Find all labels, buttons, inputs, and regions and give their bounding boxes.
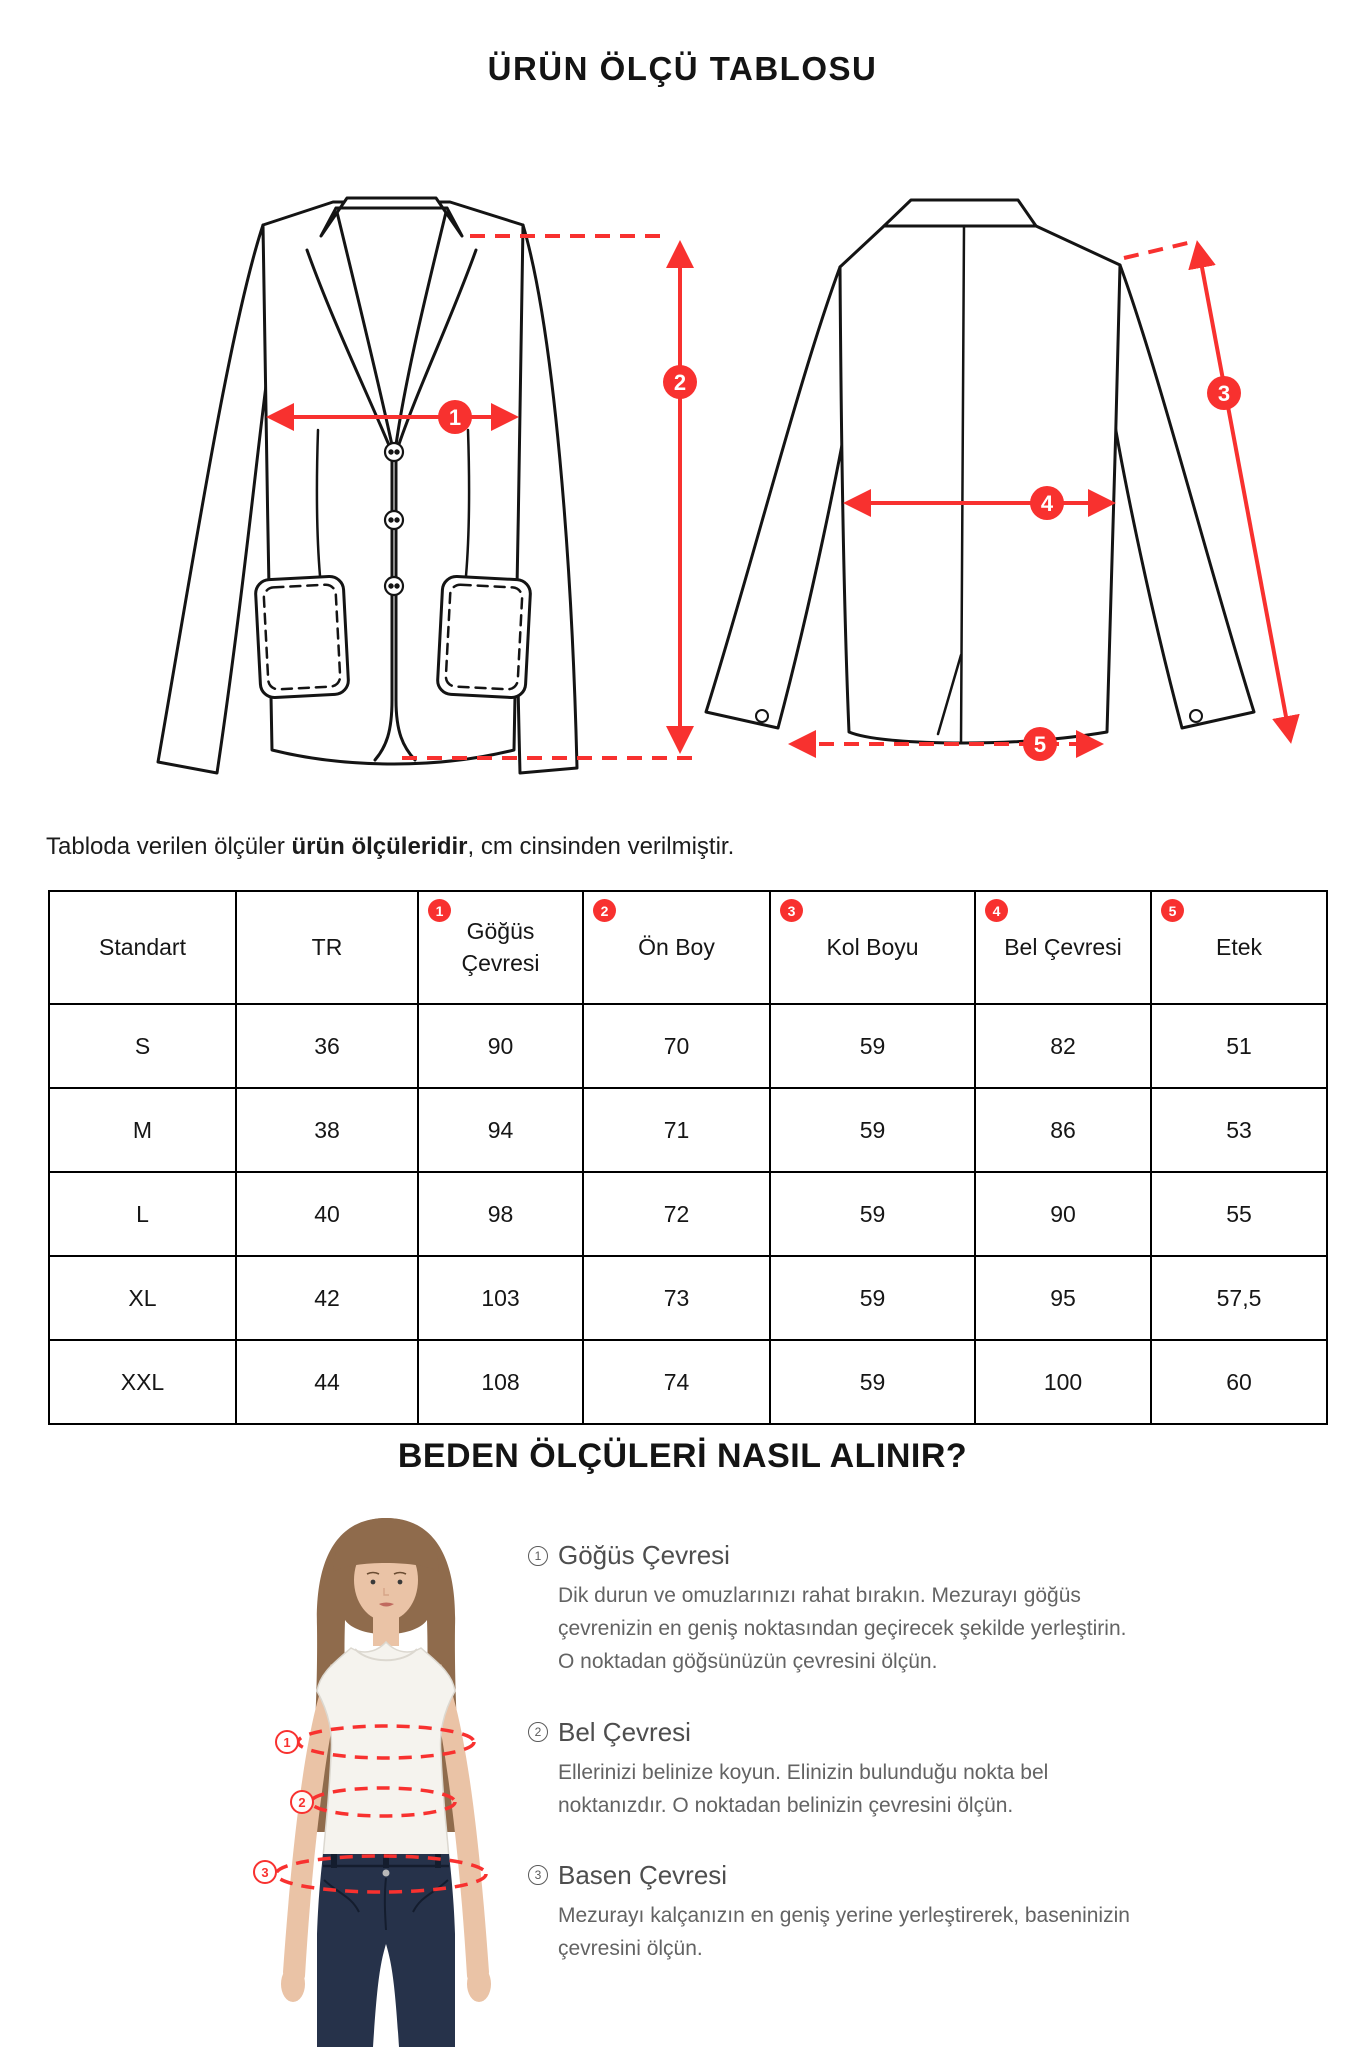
measurement-cell: 40 [236, 1172, 418, 1256]
instruction-heading [528, 1860, 1153, 1891]
note-bold: ürün ölçüleridir [291, 833, 468, 860]
measurement-cell: 90 [418, 1004, 583, 1088]
instruction-text: Mezurayı kalçanızın en geniş yerine yerleştirerek, baseninizin çevresini ölçün. [558, 1903, 1130, 1961]
measurement-cell: 82 [975, 1004, 1151, 1088]
measurement-cell: 38 [236, 1088, 418, 1172]
measure-leader-sleeve [1124, 242, 1192, 258]
measurement-cell: 94 [418, 1088, 583, 1172]
column-marker-badge: 4 [985, 899, 1008, 922]
column-label: Göğüs Çevresi [461, 918, 540, 976]
column-header [583, 891, 770, 1004]
instruction-block [528, 1860, 1153, 1965]
size-label-cell: XL [49, 1256, 236, 1340]
measurement-cell: 42 [236, 1256, 418, 1340]
instruction-block [528, 1717, 1153, 1822]
table-row [49, 1172, 1327, 1256]
column-label: Kol Boyu [826, 933, 919, 960]
jacket-front-drawing [158, 198, 577, 773]
column-marker-badge: 2 [593, 899, 616, 922]
measurement-cell: 90 [975, 1172, 1151, 1256]
instruction-heading [528, 1717, 1153, 1748]
column-header [236, 891, 418, 1004]
column-marker-badge: 1 [428, 899, 451, 922]
instruction-title: Bel Çevresi [558, 1716, 691, 1747]
size-table-head [49, 891, 1327, 1004]
size-table-body [49, 1004, 1327, 1424]
page-title: ÜRÜN ÖLÇÜ TABLOSU [487, 50, 878, 87]
measurement-cell: 73 [583, 1256, 770, 1340]
instruction-number-badge: 3 [528, 1865, 548, 1885]
measurement-cell: 95 [975, 1256, 1151, 1340]
jacket-back-drawing [706, 200, 1254, 743]
measurement-cell: 59 [770, 1088, 975, 1172]
column-label: Standart [99, 933, 186, 960]
column-label: Ön Boy [638, 933, 715, 960]
instruction-heading [528, 1540, 1153, 1571]
marker-2: 2 [673, 370, 687, 395]
figure-tank-top [317, 1642, 455, 1858]
measurement-cell: 59 [770, 1172, 975, 1256]
size-label-cell: M [49, 1088, 236, 1172]
marker-3: 3 [1217, 381, 1231, 406]
table-header-row [49, 891, 1327, 1004]
marker-1: 1 [448, 405, 462, 430]
measurement-cell: 98 [418, 1172, 583, 1256]
how-to-title: BEDEN ÖLÇÜLERİ NASIL ALINIR? [397, 1437, 968, 1475]
column-label: Etek [1215, 933, 1263, 960]
measurement-instructions [528, 1540, 1153, 2003]
table-row [49, 1340, 1327, 1424]
column-marker-badge: 3 [780, 899, 803, 922]
measurement-cell: 100 [975, 1340, 1151, 1424]
measurement-cell: 70 [583, 1004, 770, 1088]
marker-5: 5 [1033, 732, 1047, 757]
size-label-cell: XXL [49, 1340, 236, 1424]
instruction-title: Basen Çevresi [558, 1859, 728, 1890]
figure-marker-2: 2 [298, 1795, 306, 1810]
measurement-cell: 86 [975, 1088, 1151, 1172]
instruction-text: Ellerinizi belinize koyun. Elinizin bulunduğu nokta bel noktanızdır. O noktadan belinizin çevresini ölçün. [558, 1760, 1049, 1817]
figure-marker-1: 1 [283, 1735, 291, 1750]
instruction-title: Göğüs Çevresi [558, 1540, 730, 1570]
table-row [49, 1088, 1327, 1172]
measurement-cell: 59 [770, 1256, 975, 1340]
measurement-cell: 51 [1151, 1004, 1327, 1088]
measurement-cell: 72 [583, 1172, 770, 1256]
measurement-cell: 59 [770, 1004, 975, 1088]
table-row [49, 1004, 1327, 1088]
measurement-cell: 44 [236, 1340, 418, 1424]
measurement-cell: 57,5 [1151, 1256, 1327, 1340]
measurement-cell: 108 [418, 1340, 583, 1424]
instruction-number-badge: 1 [528, 1546, 548, 1566]
measurement-cell: 74 [583, 1340, 770, 1424]
column-header [1151, 891, 1327, 1004]
note-suffix: , cm cinsinden verilmiştir. [467, 833, 735, 860]
instruction-block [528, 1540, 1153, 1679]
measurement-cell: 53 [1151, 1088, 1327, 1172]
size-label-cell: S [49, 1004, 236, 1088]
size-label-cell: L [49, 1172, 236, 1256]
column-header [49, 891, 236, 1004]
note-prefix: Tabloda verilen ölçüler [46, 833, 292, 860]
size-table [48, 890, 1328, 1425]
column-label: TR [311, 933, 343, 960]
instruction-text: Dik durun ve omuzlarınızı rahat bırakın. Mezurayı göğüs çevrenizin en geniş noktasından geçirecek şekilde yerleştirin. O noktadan göğsünüzün çevresini ölçün. [558, 1584, 1127, 1674]
column-header [418, 891, 583, 1004]
column-label: Bel Çevresi [1004, 933, 1122, 960]
measurement-cell: 71 [583, 1088, 770, 1172]
instruction-number-badge: 2 [528, 1722, 548, 1742]
column-header [975, 891, 1151, 1004]
measurement-cell: 59 [770, 1340, 975, 1424]
table-note [46, 833, 734, 861]
column-marker-badge: 5 [1161, 899, 1184, 922]
marker-4: 4 [1040, 491, 1054, 516]
jacket-measurement-diagram [0, 140, 1365, 790]
table-row [49, 1256, 1327, 1340]
measurement-cell: 55 [1151, 1172, 1327, 1256]
column-header [770, 891, 975, 1004]
figure-marker-3: 3 [261, 1865, 269, 1880]
body-measurement-figure [183, 1502, 523, 2047]
measurement-cell: 103 [418, 1256, 583, 1340]
measurement-cell: 60 [1151, 1340, 1327, 1424]
measurement-cell: 36 [236, 1004, 418, 1088]
figure-jeans [317, 1854, 455, 2047]
